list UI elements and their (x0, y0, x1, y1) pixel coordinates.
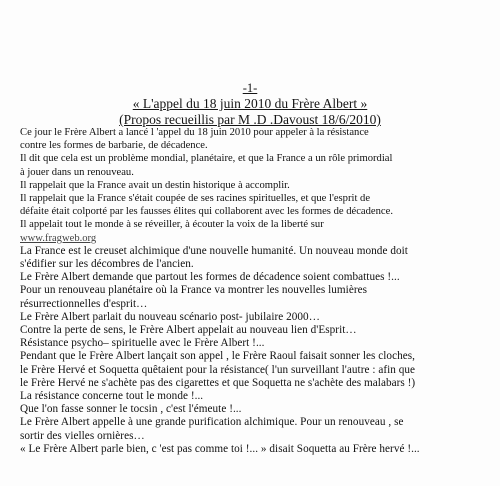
body-line: à jouer dans un renouveau. (20, 166, 134, 178)
body-line: Pendant que le Frère Albert lançait son appel , le Frère Raoul faisait sonner les cloches, (20, 350, 416, 363)
body-line: Ce jour le Frère Albert a lancé l 'appel du 18 juin 2010 pour appeler à la résistance (20, 127, 369, 138)
body-line: Le Frère Albert appelle à une grande purification alchimique. Pour un renouveau , se (20, 416, 404, 429)
body-line: contre les formes de barbarie, de décadence. (20, 140, 208, 152)
body-line: Il rappelait que la France avait un destin historique à accomplir. (20, 179, 290, 191)
document-title: « L'appel du 18 juin 2010 du Frère Albert » (132, 96, 368, 111)
body-line: Pour un renouveau planétaire où la France va montrer les nouvelles lumières (20, 284, 368, 297)
body-line: La résistance concerne tout le monde !... (20, 390, 204, 403)
document-body (20, 126, 496, 456)
body-line: « Le Frère Albert parle bien, c 'est pas comme toi !... » disait Soquetta au Frère hervé !... (20, 442, 420, 455)
body-line: le Frère Hervé et Soquetta quêtaient pour la résistance( l'un surveillant l'autre : afin que (20, 363, 416, 376)
body-line: Il dit que cela est un problème mondial, planétaire, et que la France a un rôle primordial (20, 153, 393, 165)
body-line: Contre la perte de sens, le Frère Albert appelait au nouveau lien d'Esprit… (20, 324, 357, 337)
website-link[interactable]: www.fragweb.org (20, 232, 97, 244)
body-line: le Frère Hervé ne s'achète pas des cigarettes et que Soquetta ne s'achète des malabars !) (20, 376, 416, 389)
document-subtitle: (Propos recueillis par M .D .Davoust 18/6/2010) (119, 112, 381, 127)
body-line: La France est le creuset alchimique d'une nouvelle humanité. Un nouveau monde doit (20, 244, 408, 257)
body-line: Il rappelait que la France s'était coupée de ses racines spirituelles, et que l'esprit de (20, 193, 371, 205)
body-line: Le Frère Albert demande que partout les formes de décadence soient combattues !... (20, 271, 400, 284)
body-line: Le Frère Albert parlait du nouveau scénario post- jubilaire 2000… (20, 310, 320, 323)
body-line: Résistance psycho– spirituelle avec le Frère Albert !... (20, 337, 265, 350)
body-line: défaite était colporté par les fausses élites qui collaborent avec les formes de décadence. (20, 206, 393, 218)
body-line: Que l'on fasse sonner le tocsin , c'est l'émeute !... (20, 403, 242, 416)
body-line: résurrectionnelles d'esprit… (20, 297, 148, 310)
document-header (0, 80, 500, 128)
page-number: -1- (242, 81, 258, 95)
body-line: s'édifier sur les décombres de l'ancien. (20, 258, 194, 271)
body-line: sortir des vielles ornières… (20, 429, 145, 442)
body-line: Il appelait tout le monde à se réveiller, à écouter la voix de la liberté sur (20, 219, 324, 231)
